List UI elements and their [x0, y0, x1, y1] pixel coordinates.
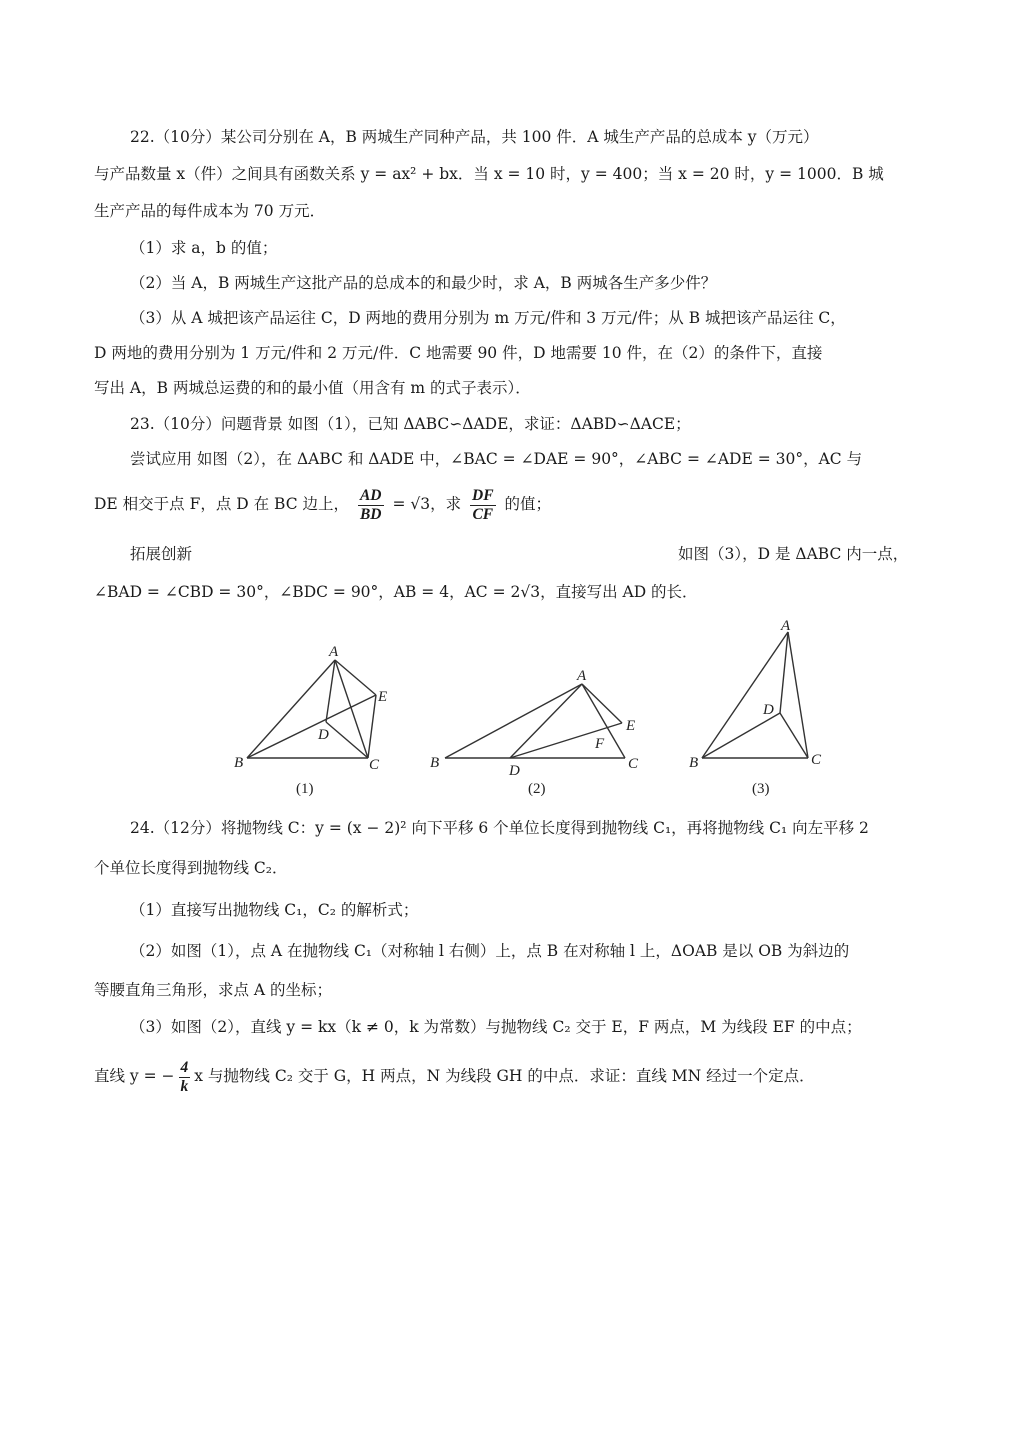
q22-part-3-line-3: 写出 A，B 两城总运费的和的最小值（用含有 m 的式子表示）．	[94, 379, 531, 397]
q23-line-1: 23.（10分）问题背景 如图（1），已知 ΔABC∽ΔADE，求证：ΔABD∽ΔACE；	[130, 415, 691, 433]
label-f: F	[595, 736, 605, 752]
q23-line-3-text-a: DE 相交于点 F，点 D 在 BC 边上，	[94, 495, 350, 513]
q23-line-3	[94, 484, 934, 524]
q24-part-3-text-pre: 直线 y = −	[94, 1067, 175, 1085]
segment-ad	[780, 632, 788, 713]
label-e: E	[378, 689, 388, 705]
label-a: A	[781, 618, 791, 634]
label-e: E	[626, 718, 636, 734]
figure-3	[689, 618, 822, 797]
q22-line-1: 22.（10分）某公司分别在 A，B 两城生产同种产品，共 100 件．A 城生产产品的总成本 y（万元）	[130, 128, 819, 146]
fraction-denominator: BD	[359, 505, 382, 523]
fraction-numerator: 4	[180, 1058, 189, 1076]
q24-part-3-line-2	[94, 1056, 934, 1096]
q23-line-2: 尝试应用 如图（2），在 ΔABC 和 ΔADE 中，∠BAC = ∠DAE = 90°，∠ABC = ∠ADE = 30°，AC 与	[130, 450, 863, 468]
q22-line-2: 与产品数量 x（件）之间具有函数关系 y = ax² + bx．当 x = 10 时，y = 400；当 x = 20 时，y = 1000．B 城	[94, 165, 884, 183]
label-b: B	[234, 755, 244, 771]
label-c: C	[628, 756, 639, 772]
q24-part-3-line-1: （3）如图（2），直线 y = kx（k ≠ 0，k 为常数）与抛物线 C₂ 交于 E，F 两点，M 为线段 EF 的中点；	[130, 1018, 862, 1036]
caption-2: (2)	[528, 781, 546, 797]
fraction-numerator: DF	[472, 486, 494, 504]
segment-ba	[702, 632, 788, 758]
label-a: A	[329, 644, 339, 660]
label-c: C	[369, 757, 380, 773]
q24-part-3-text-post: x 与抛物线 C₂ 交于 G，H 两点，N 为线段 GH 的中点．求证：直线 MN 经过一个定点．	[194, 1067, 815, 1085]
q23-line-3-text-c: 的值；	[504, 495, 552, 513]
q22-line-3: 生产产品的每件成本为 70 万元．	[94, 202, 326, 220]
q24-part-1: （1）直接写出抛物线 C₁，C₂ 的解析式；	[130, 901, 419, 919]
q22-part-2: （2）当 A，B 两城生产这批产品的总成本的和最少时，求 A，B 两城各生产多少件？	[130, 274, 717, 292]
q22-part-1: （1）求 a，b 的值；	[130, 239, 278, 257]
q23-line-5: ∠BAD = ∠CBD = 30°，∠BDC = 90°，AB = 4，AC = 2√3，直接写出 AD 的长．	[94, 583, 698, 601]
segment-ec	[368, 695, 376, 758]
fraction-df-cf	[470, 487, 496, 524]
figure-2	[430, 668, 639, 797]
fraction-ad-bd	[358, 487, 384, 524]
geometry-figures	[0, 610, 1024, 810]
q22-part-3-line-1: （3）从 A 城把该产品运往 C，D 两地的费用分别为 m 万元/件和 3 万元/件；从 B 城把该产品运往 C，	[130, 309, 846, 327]
label-d: D	[318, 727, 329, 743]
fraction-denominator: CF	[472, 505, 494, 523]
label-d: D	[763, 702, 774, 718]
segment-ac	[788, 632, 808, 758]
fraction-4-over-k	[179, 1059, 191, 1096]
segment-bd	[702, 713, 780, 758]
q23-line-3-text-b: = √3，求	[392, 495, 462, 513]
caption-3: (3)	[752, 781, 770, 797]
q23-line-4-text: 如图（3），D 是 ΔABC 内一点，	[678, 545, 909, 563]
caption-1: (1)	[296, 781, 314, 797]
label-a: A	[577, 668, 587, 684]
label-d: D	[509, 763, 520, 779]
segment-ba	[445, 684, 582, 758]
segment-ba	[247, 660, 335, 758]
fraction-numerator: AD	[359, 486, 382, 504]
q22-part-3-line-2: D 两地的费用分别为 1 万元/件和 2 万元/件．C 地需要 90 件，D 地需要 10 件，在（2）的条件下，直接	[94, 344, 823, 362]
label-b: B	[689, 755, 699, 771]
fraction-denominator: k	[180, 1077, 189, 1095]
label-b: B	[430, 755, 440, 771]
q24-line-2: 个单位长度得到抛物线 C₂．	[94, 859, 288, 877]
q24-part-2-line-2: 等腰直角三角形，求点 A 的坐标；	[94, 981, 333, 999]
label-c: C	[811, 752, 822, 768]
q24-line-1: 24.（12分）将抛物线 C：y = (x − 2)² 向下平移 6 个单位长度得到抛物线 C₁，再将抛物线 C₁ 向左平移 2	[130, 819, 869, 837]
figure-1	[234, 644, 387, 797]
q23-line-4-label: 拓展创新	[130, 545, 193, 563]
q24-part-2-line-1: （2）如图（1），点 A 在抛物线 C₁（对称轴 l 右侧）上，点 B 在对称轴 l 上，ΔOAB 是以 OB 为斜边的	[130, 942, 850, 960]
